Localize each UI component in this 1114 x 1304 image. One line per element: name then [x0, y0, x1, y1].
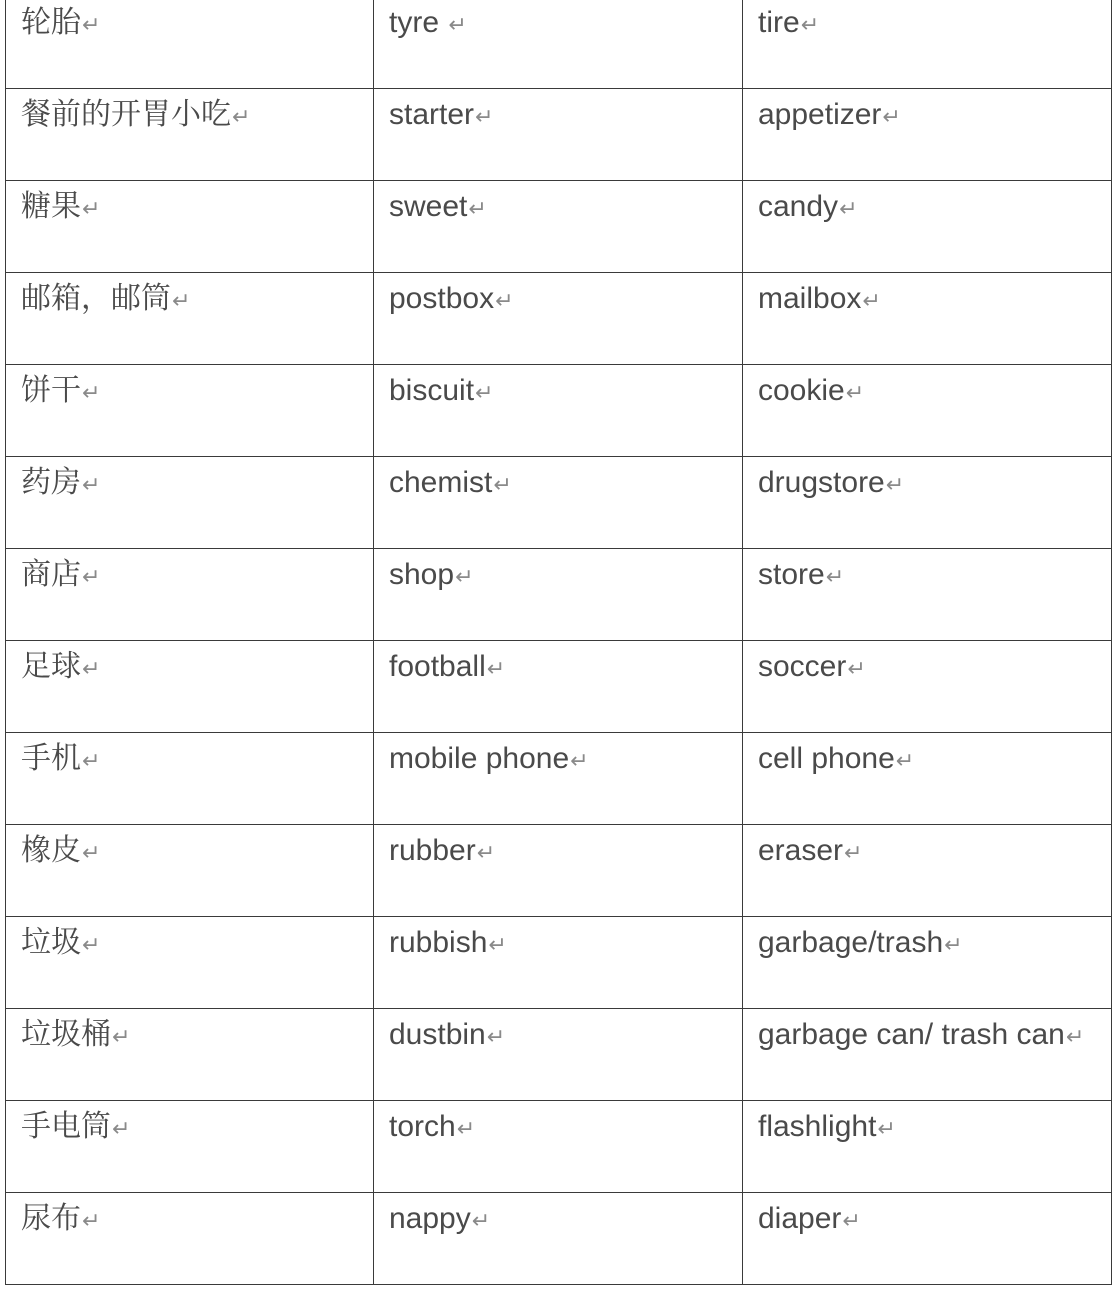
british-cell — [374, 1101, 743, 1193]
table-row — [6, 1193, 1112, 1285]
paragraph-mark-icon: ↵ — [112, 1117, 131, 1142]
paragraph-mark-icon: ↵ — [172, 289, 191, 314]
chinese-term: 糖果↵ — [21, 189, 101, 224]
paragraph-mark-icon: ↵ — [476, 841, 496, 866]
paragraph-mark-icon: ↵ — [82, 13, 101, 38]
chinese-term: 邮箱，邮筒↵ — [21, 281, 191, 316]
paragraph-mark-icon: ↵ — [112, 1025, 131, 1050]
paragraph-mark-icon: ↵ — [495, 289, 514, 314]
british-cell — [374, 733, 743, 825]
british-term: tyre ↵ — [389, 6, 467, 39]
american-term: soccer↵ — [758, 650, 866, 683]
chinese-term: 垃圾桶↵ — [21, 1017, 131, 1052]
american-term: appetizer↵ — [758, 98, 901, 131]
chinese-cell — [6, 825, 374, 917]
british-cell — [374, 1193, 743, 1285]
chinese-cell — [6, 641, 374, 733]
american-term: garbage can/ trash can↵ — [758, 1018, 1085, 1051]
american-term: cell phone↵ — [758, 742, 915, 775]
table-row — [6, 273, 1112, 365]
american-cell — [743, 917, 1112, 1009]
chinese-term: 橡皮↵ — [21, 833, 101, 868]
british-cell — [374, 273, 743, 365]
american-cell — [743, 549, 1112, 641]
chinese-cell — [6, 917, 374, 1009]
paragraph-mark-icon: ↵ — [1065, 1025, 1085, 1050]
paragraph-mark-icon: ↵ — [471, 1209, 491, 1234]
paragraph-mark-icon: ↵ — [862, 289, 881, 314]
chinese-cell — [6, 457, 374, 549]
british-term: dustbin↵ — [389, 1018, 506, 1051]
chinese-cell — [6, 181, 374, 273]
american-term: tire↵ — [758, 6, 820, 39]
british-term: biscuit↵ — [389, 374, 494, 407]
american-cell — [743, 641, 1112, 733]
table-row — [6, 1009, 1112, 1101]
chinese-term: 手机↵ — [21, 741, 101, 776]
american-term: store↵ — [758, 558, 845, 591]
american-cell — [743, 181, 1112, 273]
american-term: cookie↵ — [758, 374, 865, 407]
american-term: candy↵ — [758, 190, 858, 223]
chinese-cell — [6, 365, 374, 457]
paragraph-mark-icon: ↵ — [455, 565, 474, 590]
paragraph-mark-icon: ↵ — [82, 657, 101, 682]
table-row — [6, 549, 1112, 641]
british-term: rubber↵ — [389, 834, 496, 867]
british-term: sweet↵ — [389, 190, 487, 223]
paragraph-mark-icon: ↵ — [232, 105, 251, 130]
chinese-term: 足球↵ — [21, 649, 101, 684]
paragraph-mark-icon: ↵ — [82, 381, 101, 406]
paragraph-mark-icon: ↵ — [877, 1117, 896, 1142]
american-cell — [743, 365, 1112, 457]
chinese-cell — [6, 549, 374, 641]
british-term: nappy↵ — [389, 1202, 491, 1235]
american-cell — [743, 1009, 1112, 1101]
paragraph-mark-icon: ↵ — [944, 933, 963, 958]
table-row — [6, 917, 1112, 1009]
american-cell — [743, 457, 1112, 549]
table-row — [6, 825, 1112, 917]
american-term: eraser↵ — [758, 834, 863, 867]
chinese-term: 轮胎↵ — [21, 5, 101, 40]
american-cell — [743, 0, 1112, 89]
british-term: chemist↵ — [389, 466, 512, 499]
american-cell — [743, 89, 1112, 181]
british-cell — [374, 89, 743, 181]
american-cell — [743, 1101, 1112, 1193]
chinese-cell — [6, 1101, 374, 1193]
table-body — [6, 0, 1112, 1285]
paragraph-mark-icon: ↵ — [847, 657, 866, 682]
american-cell — [743, 273, 1112, 365]
chinese-cell — [6, 0, 374, 89]
paragraph-mark-icon: ↵ — [475, 105, 494, 130]
british-cell — [374, 549, 743, 641]
american-term: diaper↵ — [758, 1202, 861, 1235]
american-term: flashlight↵ — [758, 1110, 896, 1143]
paragraph-mark-icon: ↵ — [488, 933, 507, 958]
table-row — [6, 733, 1112, 825]
british-cell — [374, 181, 743, 273]
paragraph-mark-icon: ↵ — [468, 197, 487, 222]
paragraph-mark-icon: ↵ — [800, 13, 820, 38]
american-term: mailbox↵ — [758, 282, 881, 315]
british-cell — [374, 0, 743, 89]
table-row — [6, 181, 1112, 273]
chinese-term: 商店↵ — [21, 557, 101, 592]
british-cell — [374, 917, 743, 1009]
british-cell — [374, 365, 743, 457]
chinese-cell — [6, 1193, 374, 1285]
paragraph-mark-icon: ↵ — [448, 13, 467, 38]
british-term: starter↵ — [389, 98, 494, 131]
british-term: rubbish↵ — [389, 926, 507, 959]
british-term: mobile phone↵ — [389, 742, 589, 775]
table-row — [6, 89, 1112, 181]
paragraph-mark-icon: ↵ — [845, 381, 865, 406]
american-cell — [743, 733, 1112, 825]
paragraph-mark-icon: ↵ — [82, 1209, 101, 1234]
paragraph-mark-icon: ↵ — [475, 381, 494, 406]
british-cell — [374, 641, 743, 733]
british-cell — [374, 457, 743, 549]
chinese-cell — [6, 733, 374, 825]
paragraph-mark-icon: ↵ — [82, 197, 101, 222]
chinese-cell — [6, 273, 374, 365]
table-row — [6, 641, 1112, 733]
vocabulary-table — [5, 0, 1112, 1285]
paragraph-mark-icon: ↵ — [82, 749, 101, 774]
british-term: football↵ — [389, 650, 506, 683]
paragraph-mark-icon: ↵ — [882, 105, 901, 130]
british-term: postbox↵ — [389, 282, 514, 315]
paragraph-mark-icon: ↵ — [486, 1025, 506, 1050]
chinese-term: 尿布↵ — [21, 1201, 101, 1236]
british-term: torch↵ — [389, 1110, 476, 1143]
british-term: shop↵ — [389, 558, 474, 591]
american-cell — [743, 1193, 1112, 1285]
paragraph-mark-icon: ↵ — [486, 657, 506, 682]
american-cell — [743, 825, 1112, 917]
chinese-cell — [6, 89, 374, 181]
paragraph-mark-icon: ↵ — [82, 473, 101, 498]
chinese-term: 饼干↵ — [21, 373, 101, 408]
paragraph-mark-icon: ↵ — [895, 749, 915, 774]
paragraph-mark-icon: ↵ — [82, 841, 101, 866]
british-cell — [374, 1009, 743, 1101]
paragraph-mark-icon: ↵ — [82, 565, 101, 590]
table-row — [6, 1101, 1112, 1193]
paragraph-mark-icon: ↵ — [839, 197, 858, 222]
chinese-term: 手电筒↵ — [21, 1109, 131, 1144]
british-cell — [374, 825, 743, 917]
paragraph-mark-icon: ↵ — [842, 1209, 861, 1234]
chinese-term: 药房↵ — [21, 465, 101, 500]
paragraph-mark-icon: ↵ — [825, 565, 845, 590]
american-term: drugstore↵ — [758, 466, 905, 499]
table-row — [6, 457, 1112, 549]
paragraph-mark-icon: ↵ — [82, 933, 101, 958]
chinese-term: 餐前的开胃小吃↵ — [21, 97, 251, 132]
table-row — [6, 0, 1112, 89]
paragraph-mark-icon: ↵ — [456, 1117, 476, 1142]
paragraph-mark-icon: ↵ — [885, 473, 905, 498]
paragraph-mark-icon: ↵ — [844, 841, 863, 866]
paragraph-mark-icon: ↵ — [493, 473, 512, 498]
chinese-cell — [6, 1009, 374, 1101]
chinese-term: 垃圾↵ — [21, 925, 101, 960]
table-row — [6, 365, 1112, 457]
paragraph-mark-icon: ↵ — [570, 749, 589, 774]
american-term: garbage/trash↵ — [758, 926, 963, 959]
